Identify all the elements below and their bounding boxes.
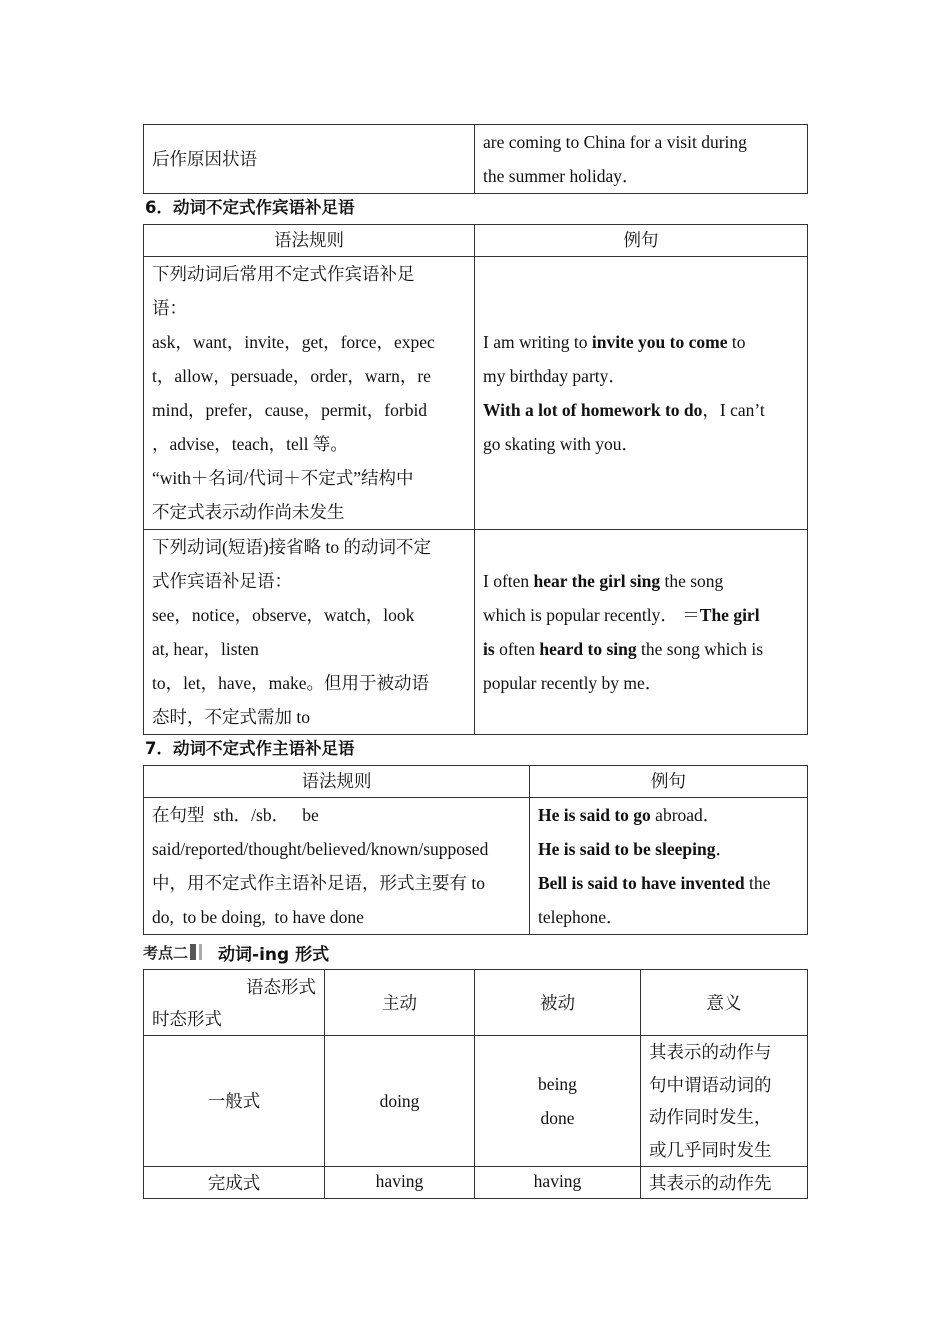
rule-cell xyxy=(144,257,475,530)
tense-label: 一般式 xyxy=(144,1036,325,1167)
rule-line: ask，want，invite，get，force，expec xyxy=(152,332,435,352)
example-line: I am writing to invite you to come to xyxy=(483,332,746,352)
rule-line: ，advise，teach，tell 等。 xyxy=(152,434,348,454)
corner-top: 语态形式 xyxy=(246,976,316,997)
kaodian-heading xyxy=(143,935,807,969)
rule-line: do, to be doing, to have done xyxy=(152,907,364,927)
rule-line: 下列动词后常用不定式作宾语补足 xyxy=(152,264,415,284)
example-line: I often hear the girl sing the song xyxy=(483,571,724,591)
rule-line: 在句型 sth．/sb． be xyxy=(152,805,319,825)
document-page xyxy=(143,124,807,1199)
kaodian-title: 动词-ing 形式 xyxy=(218,944,330,965)
example-line: popular recently by me． xyxy=(483,673,663,693)
ing-form-table xyxy=(143,969,808,1199)
rule-cell: 后作原因状语 xyxy=(144,125,475,194)
active-form: doing xyxy=(325,1036,475,1167)
rule-line: 态时，不定式需加 to xyxy=(152,707,310,727)
rule-line: 不定式表示动作尚未发生 xyxy=(152,502,345,522)
example-line: With a lot of homework to do，I can’t xyxy=(483,400,765,420)
rule-line: see，notice，observe，watch，look xyxy=(152,605,415,625)
section-7-title: 7．动词不定式作主语补足语 xyxy=(145,739,355,758)
example-cell xyxy=(475,125,808,194)
section-6-table xyxy=(143,224,808,735)
heading-bar-icon xyxy=(199,944,202,960)
example-line: is often heard to sing the song which is xyxy=(483,639,764,659)
header-active: 主动 xyxy=(325,970,475,1036)
kaodian-tag: 考点二 xyxy=(143,943,189,962)
header-rule: 语法规则 xyxy=(144,225,475,257)
tense-label: 完成式 xyxy=(144,1167,325,1199)
heading-bar-icon xyxy=(190,944,196,960)
header-meaning: 意义 xyxy=(641,970,808,1036)
rule-line: at, hear，listen xyxy=(152,639,259,659)
rule-line: mind，prefer，cause，permit，forbid xyxy=(152,400,428,420)
example-line: go skating with you． xyxy=(483,434,640,454)
example-line: He is said to be sleeping． xyxy=(538,839,733,859)
rule-line: 语： xyxy=(152,298,187,318)
corner-bottom: 时态形式 xyxy=(152,1008,222,1029)
meaning-cell: 其表示的动作与 句中谓语动词的 动作同时发生， 或几乎同时发生 xyxy=(641,1036,808,1167)
header-rule: 语法规则 xyxy=(144,766,530,798)
example-line: Bell is said to have invented the xyxy=(538,873,771,893)
section-7-table xyxy=(143,765,808,935)
rule-line: “with＋名词/代词＋不定式”结构中 xyxy=(152,468,414,488)
example-cell xyxy=(475,257,808,530)
rule-cell xyxy=(144,798,530,935)
example-line: the summer holiday． xyxy=(483,166,640,186)
rule-line: 中，用不定式作主语补足语，形式主要有 to xyxy=(152,873,485,893)
rule-line: 式作宾语补足语： xyxy=(152,571,292,591)
header-example: 例句 xyxy=(530,766,808,798)
section-6-title: 6．动词不定式作宾语补足语 xyxy=(145,198,355,217)
corner-header xyxy=(144,970,325,1036)
rule-line: to，let，have，make。但用于被动语 xyxy=(152,673,430,693)
rule-line: said/reported/thought/believed/known/supposed xyxy=(152,839,489,859)
passive-form: being done xyxy=(475,1036,641,1167)
header-example: 例句 xyxy=(475,225,808,257)
meaning-cell: 其表示的动作先 xyxy=(641,1167,808,1199)
continued-table xyxy=(143,124,808,194)
example-line: which is popular recently． ＝The girl xyxy=(483,605,760,625)
example-cell xyxy=(475,530,808,735)
rule-line: t，allow，persuade，order，warn，re xyxy=(152,366,431,386)
header-passive: 被动 xyxy=(475,970,641,1036)
example-line: He is said to go abroad． xyxy=(538,805,721,825)
example-line: are coming to China for a visit during xyxy=(483,132,747,152)
example-line: telephone． xyxy=(538,907,624,927)
passive-form: having xyxy=(475,1167,641,1199)
rule-line: 下列动词(短语)接省略 to 的动词不定 xyxy=(152,537,432,557)
example-line: my birthday party． xyxy=(483,366,626,386)
example-cell xyxy=(530,798,808,935)
active-form: having xyxy=(325,1167,475,1199)
rule-cell xyxy=(144,530,475,735)
